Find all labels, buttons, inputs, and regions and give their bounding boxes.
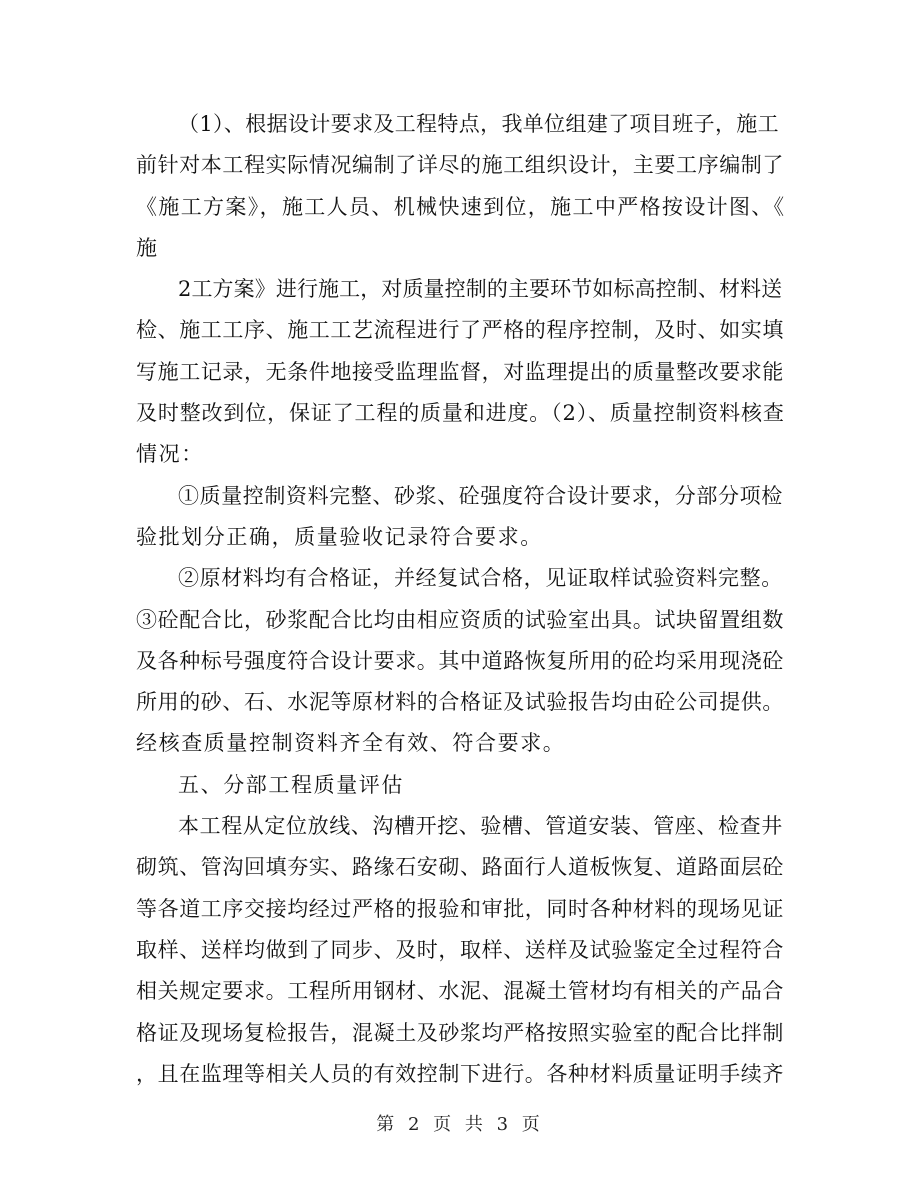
text-line: 及各种标号强度符合设计要求。其中道路恢复所用的砼均采用现浇砼 (136, 648, 784, 673)
text-line: ①质量控制资料完整、砂浆、砼强度符合设计要求，分部分项检 (178, 483, 783, 508)
text-line: 所用的砂、石、水泥等原材料的合格证及试验报告均由砼公司提供。 (136, 690, 784, 715)
text-line: 及时整改到位，保证了工程的质量和进度。（2）、质量控制资料核查 (136, 401, 785, 426)
text-line: 情况： (136, 442, 204, 467)
text-line: ③砼配合比，砂浆配合比均由相应资质的试验室出具。试块留置组数 (136, 607, 784, 632)
text-line: 五、分部工程质量评估 (178, 772, 404, 797)
text-line: 检、施工工序、施工工艺流程进行了严格的程序控制，及时、如实填 (136, 318, 784, 343)
text-line: 等各道工序交接均经过严格的报验和审批，同时各种材料的现场见证 (136, 896, 784, 921)
text-line: （1）、根据设计要求及工程特点，我单位组建了项目班子，施工 (178, 112, 780, 136)
text-line: 2工方案》进行施工，对质量控制的主要环节如标高控制、材料送 (178, 277, 783, 302)
page-footer: 第 2 页 共 3 页 (376, 1114, 544, 1135)
text-line: 格证及现场复检报告，混凝土及砂浆均严格按照实验室的配合比拌制 (136, 1020, 784, 1045)
text-line: 取样、送样均做到了同步、及时，取样、送样及试验鉴定全过程符合 (136, 937, 784, 962)
text-line: ②原材料均有合格证，并经复试合格，见证取样试验资料完整。 (178, 566, 783, 591)
text-line: ，且在监理等相关人员的有效控制下进行。各种材料质量证明手续齐 (136, 1061, 784, 1086)
text-line: 本工程从定位放线、沟槽开挖、验槽、管道安装、管座、检查井 (178, 814, 783, 839)
text-line: 前针对本工程实际情况编制了详尽的施工组织设计，主要工序编制了 (136, 153, 784, 178)
text-line: 写施工记录，无条件地接受监理监督，对监理提出的质量整改要求能 (136, 359, 784, 384)
text-line: 验批划分正确，质量验收记录符合要求。 (136, 524, 543, 549)
text-line: 相关规定要求。工程所用钢材、水泥、混凝土管材均有相关的产品合 (136, 979, 784, 1004)
text-line: 经核查质量控制资料齐全有效、符合要求。 (136, 731, 566, 756)
document-body (136, 104, 786, 1095)
text-line: 施 (136, 235, 159, 260)
text-line: 砌筑、管沟回填夯实、路缘石安砌、路面行人道板恢复、道路面层砼 (136, 855, 784, 880)
text-line: 《施工方案》，施工人员、机械快速到位，施工中严格按设计图、《 (136, 194, 786, 219)
